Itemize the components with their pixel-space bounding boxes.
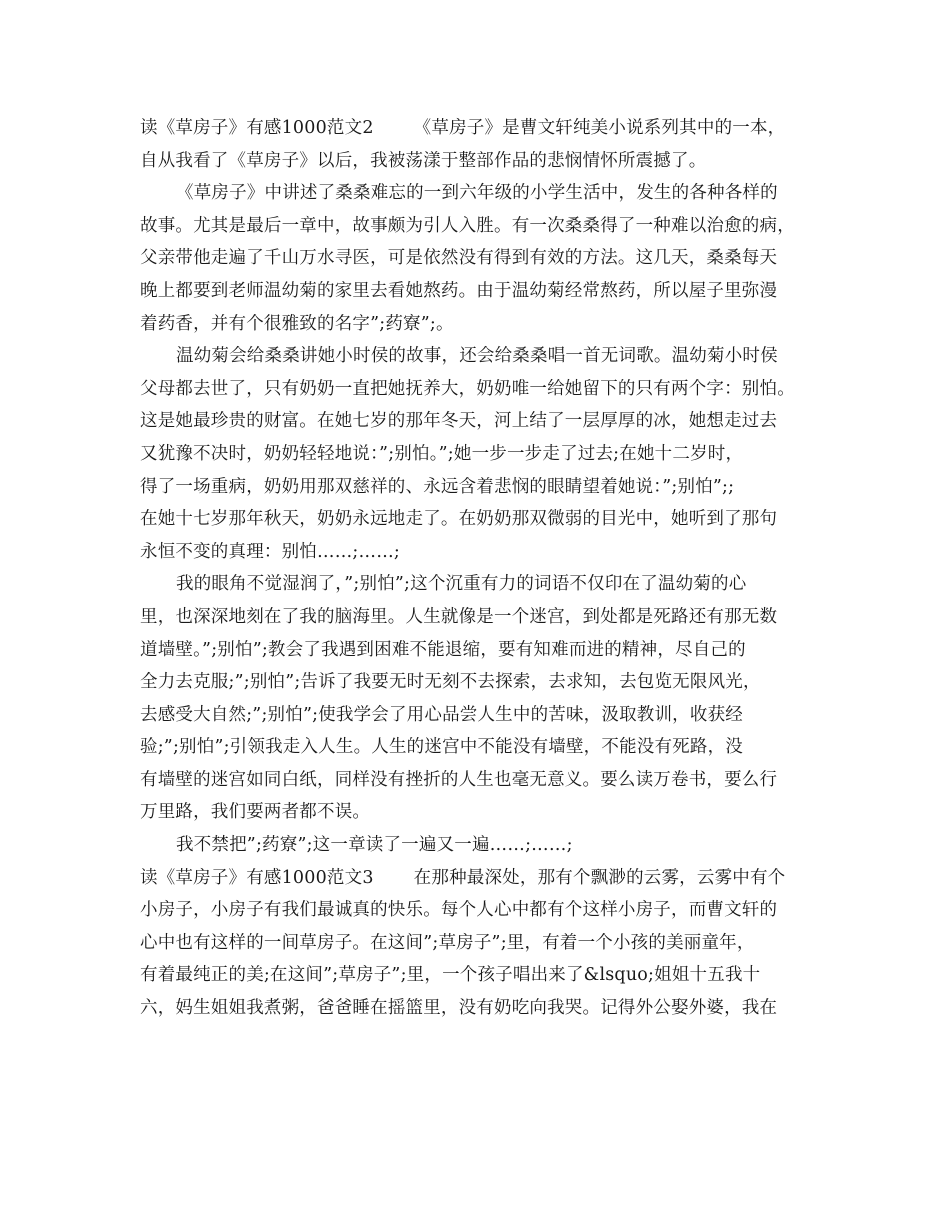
text-line bbox=[140, 699, 816, 732]
text-segment: 小房子，小房子有我们最诚真的快乐。每个人心中都有个这样小房子，而曹文轩的 bbox=[140, 900, 778, 921]
text-segment: 六，妈生姐姐我煮粥，爸爸睡在摇篮里，没有奶吃向我哭。记得外公娶外婆，我在 bbox=[140, 998, 778, 1019]
text-line bbox=[140, 503, 816, 536]
text-line bbox=[140, 438, 816, 471]
text-segment: 道墙壁。”;别怕”;教会了我遇到困难不能退缩，要有知难而进的精神，尽自己的 bbox=[140, 639, 746, 660]
text-segment: 有着最纯正的美;在这间”;草房子”;里，一个孩子唱出来了&lsquo;姐姐十五我十 bbox=[140, 965, 761, 986]
text-line bbox=[140, 894, 816, 927]
text-line bbox=[140, 112, 816, 145]
text-segment: 这是她最珍贵的财富。在她七岁的那年冬天，河上结了一层厚厚的冰，她想走过去 bbox=[140, 411, 778, 432]
text-line bbox=[140, 275, 816, 308]
text-line bbox=[140, 992, 816, 1025]
text-segment: 《草房子》中讲述了桑桑难忘的一到六年级的小学生活中，发生的各种各样的 bbox=[176, 183, 778, 204]
text-line bbox=[140, 471, 816, 504]
text-segment: 我不禁把”;药寮”;这一章读了一遍又一遍……;……; bbox=[176, 835, 573, 856]
text-segment: 万里路，我们要两者都不误。 bbox=[140, 802, 371, 823]
text-segment: 父亲带他走遍了千山万水寻医，可是依然没有得到有效的方法。这几天，桑桑每天 bbox=[140, 248, 778, 269]
text-segment: 在那种最深处，那有个飘渺的云雾，云雾中有个 bbox=[413, 867, 786, 888]
text-line bbox=[140, 666, 816, 699]
text-segment: 又犹豫不决时，奶奶轻轻地说：”;别怕。”;她一步一步走了过去;在她十二岁时， bbox=[140, 443, 744, 464]
text-line bbox=[140, 634, 816, 667]
text-segment: 自从我看了《草房子》以后，我被荡漾于整部作品的悲悯情怀所震撼了。 bbox=[140, 150, 707, 171]
text-line bbox=[140, 601, 816, 634]
text-line bbox=[140, 927, 816, 960]
text-line bbox=[140, 959, 816, 992]
text-line bbox=[140, 796, 816, 829]
section-heading: 读《草房子》有感1000范文2 bbox=[140, 118, 374, 138]
text-segment: 着药香，并有个很雅致的名字”;药寮”;。 bbox=[140, 313, 454, 334]
text-segment: 里，也深深地刻在了我的脑海里。人生就像是一个迷宫，到处都是死路还有那无数 bbox=[140, 606, 778, 627]
text-line bbox=[140, 308, 816, 341]
document-body bbox=[140, 112, 816, 1025]
text-line bbox=[140, 177, 816, 210]
text-line bbox=[140, 764, 816, 797]
text-line bbox=[140, 862, 816, 895]
text-segment: 全力去克服;”;别怕”;告诉了我要无时无刻不去探索，去求知，去包览无限风光， bbox=[140, 672, 761, 693]
section-heading: 读《草房子》有感1000范文3 bbox=[140, 867, 374, 888]
text-segment: 父母都去世了，只有奶奶一直把她抚养大，奶奶唯一给她留下的只有两个字：别怕。 bbox=[140, 378, 795, 399]
text-segment: 验;”;别怕”;引领我走入人生。人生的迷宫中不能没有墙壁，不能没有死路，没 bbox=[140, 737, 743, 758]
text-segment: 我的眼角不觉湿润了，”;别怕”;这个沉重有力的词语不仅印在了温幼菊的心 bbox=[176, 574, 747, 595]
text-line bbox=[140, 731, 816, 764]
text-segment: 《草房子》是曹文轩纯美小说系列其中的一本， bbox=[413, 118, 786, 138]
text-segment: 永恒不变的真理：别怕……;……; bbox=[140, 541, 400, 562]
text-segment: 去感受大自然;”;别怕”;使我学会了用心品尝人生中的苦味，汲取教训，收获经 bbox=[140, 704, 743, 725]
text-line bbox=[140, 536, 816, 569]
text-line bbox=[140, 242, 816, 275]
text-line bbox=[140, 568, 816, 601]
text-line bbox=[140, 145, 816, 178]
text-segment: 晚上都要到老师温幼菊的家里去看她熬药。由于温幼菊经常熬药，所以屋子里弥漫 bbox=[140, 280, 778, 301]
text-line bbox=[140, 210, 816, 243]
text-segment: 故事。尤其是最后一章中，故事颇为引人入胜。有一次桑桑得了一种难以治愈的病， bbox=[140, 215, 795, 236]
text-segment: 有墙壁的迷宫如同白纸，同样没有挫折的人生也毫无意义。要么读万卷书，要么行 bbox=[140, 769, 778, 790]
text-line bbox=[140, 405, 816, 438]
text-segment: 心中也有这样的一间草房子。在这间”;草房子”;里，有着一个小孩的美丽童年， bbox=[140, 932, 755, 953]
text-line bbox=[140, 340, 816, 373]
text-segment: 温幼菊会给桑桑讲她小时侯的故事，还会给桑桑唱一首无词歌。温幼菊小时侯 bbox=[176, 346, 778, 367]
text-segment: 得了一场重病，奶奶用那双慈祥的、永远含着悲悯的眼睛望着她说：”;别怕”;; bbox=[140, 476, 735, 497]
text-segment: 在她十七岁那年秋天，奶奶永远地走了。在奶奶那双微弱的目光中，她听到了那句 bbox=[140, 509, 778, 530]
text-line bbox=[140, 829, 816, 862]
text-line bbox=[140, 373, 816, 406]
